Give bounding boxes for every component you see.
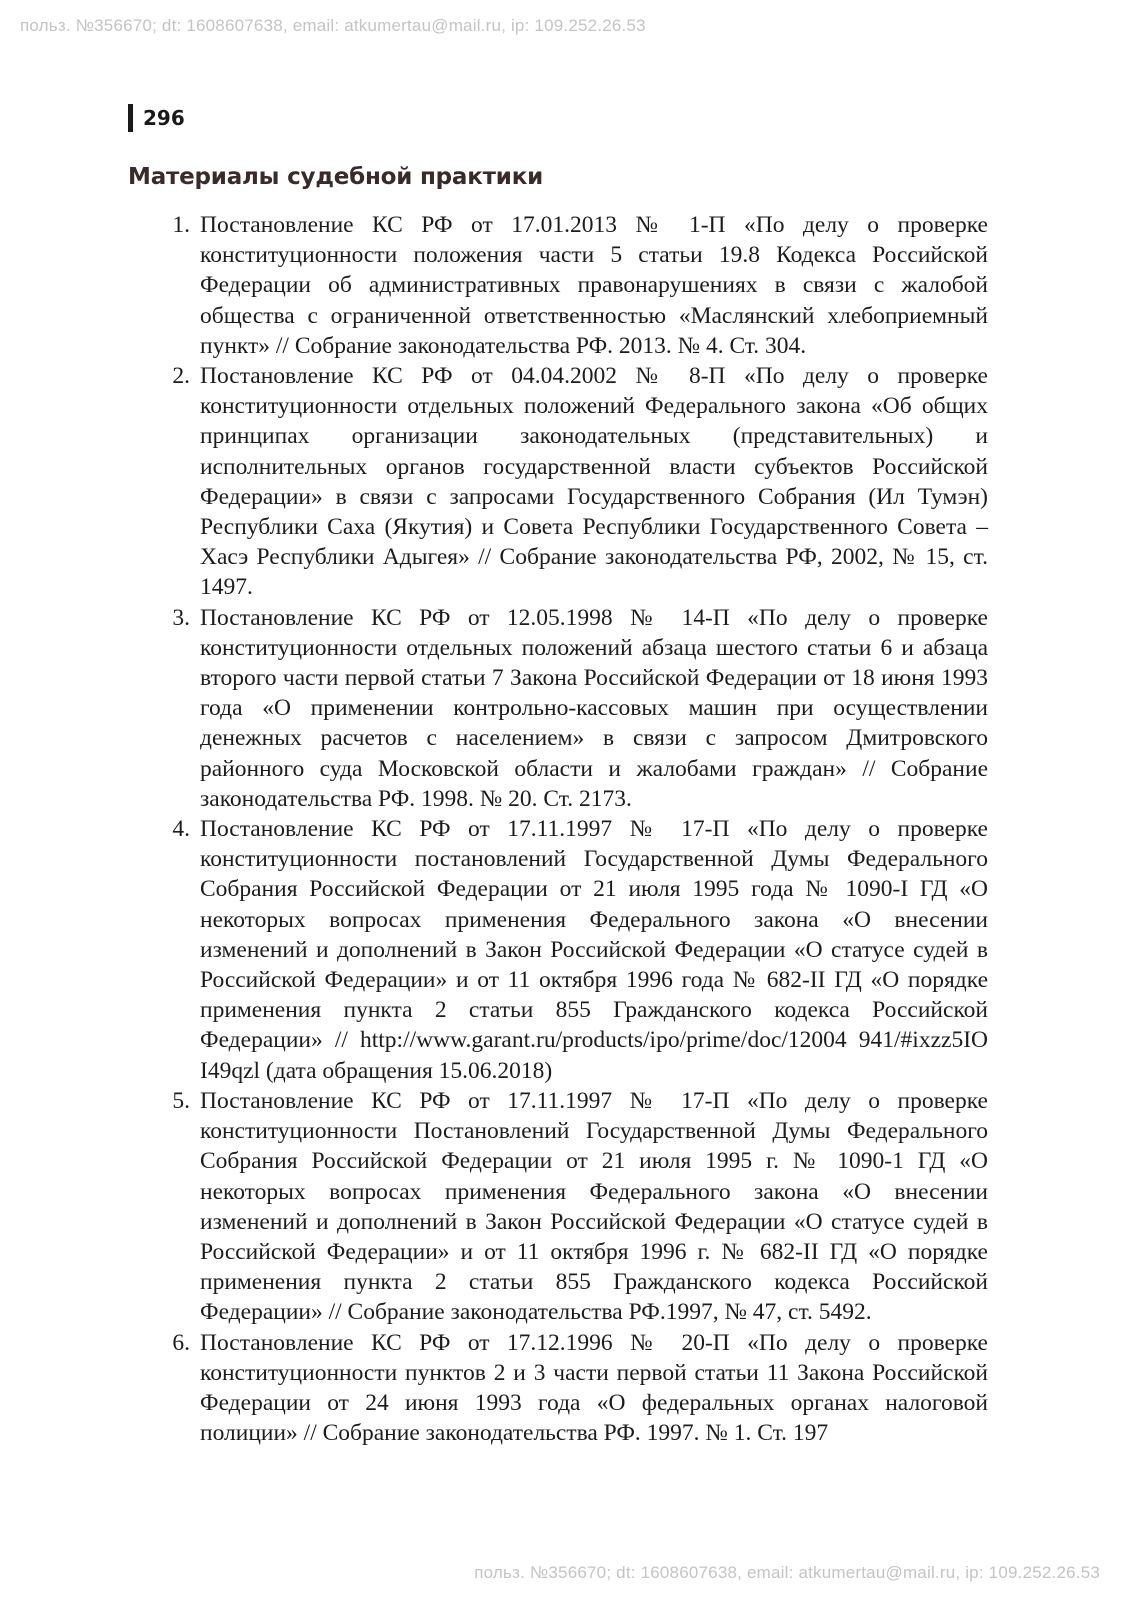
reference-number: 2. (172, 363, 190, 390)
reference-item (128, 814, 988, 1086)
page-number-bar (128, 104, 133, 132)
reference-number: 4. (172, 816, 190, 843)
reference-item (128, 210, 988, 361)
references-list (128, 210, 988, 1448)
page-number (128, 104, 185, 132)
page-number-text: 296 (143, 106, 185, 130)
reference-text: Постановление КС РФ от 12.05.1998 № 14-П «По делу о проверке конституционности отдельных положений абзаца шестого статьи 6 и абзаца второго части первой статьи 7 Закона Российской Федерации от 18 июня 1993 года «О применении контрольно-кассовых машин при осуществлении денежных расчетов с населением» в связи с запросом Дмитровского районного суда Московской области и жалобами граждан» // Собрание законодательства РФ. 1998. № 20. Ст. 2173. (200, 604, 988, 812)
reference-item (128, 1328, 988, 1449)
reference-item (128, 1086, 988, 1328)
reference-number: 3. (172, 604, 190, 631)
reference-number: 6. (172, 1329, 190, 1356)
reference-text: Постановление КС РФ от 17.01.2013 № 1-П «По делу о проверке конституционности положения части 5 статьи 19.8 Кодекса Российской Федерации об административных правонарушениях в связи с жалобой общества с ограниченной ответственностью «Маслянский хлебоприемный пункт» // Собрание законодательства РФ. 2013. № 4. Ст. 304. (200, 212, 988, 359)
reference-item (128, 603, 988, 814)
reference-text: Постановление КС РФ от 17.12.1996 № 20-П «По делу о проверке конституционности пунктов 2 и 3 части первой статьи 11 Закона Российской Федерации от 24 июня 1993 года «О федеральных органах налоговой полиции» // Собрание законодательства РФ. 1997. № 1. Ст. 197 (200, 1329, 988, 1447)
reference-number: 1. (172, 212, 190, 238)
watermark-bottom: польз. №356670; dt: 1608607638, email: atkumertau@mail.ru, ip: 109.252.26.53 (474, 1563, 1100, 1582)
reference-text: Постановление КС РФ от 17.11.1997 № 17-П «По делу о проверке конституционности Постановлений Государственной Думы Федерального Собрания Российской Федерации от 21 июля 1995 г. № 1090-1 ГД «О некоторых вопросах применения Федерального закона «О внесении изменений и дополнений в Закон Российской Федерации «О статусе судей в Российской Федерации» и от 11 октября 1996 г. № 682-II ГД «О порядке применения пункта 2 статьи 855 Гражданского кодекса Российской Федерации» // Собрание законодательства РФ.1997, № 47, ст. 5492. (200, 1087, 988, 1326)
reference-text: Постановление КС РФ от 04.04.2002 № 8-П «По делу о проверке конституционности отдельных положений Федерального закона «Об общих принципах организации законодательных (представительных) и исполнительных органов государственной власти субъектов Российской Федерации» в связи с запросами Государственного Собрания (Ил Тумэн) Республики Саха (Якутия) и Совета Республики Государственного Совета – Хасэ Республики Адыгея» // Собрание законодательства РФ, 2002, № 15, ст. 1497. (200, 363, 988, 601)
reference-text: Постановление КС РФ от 17.11.1997 № 17-П «По делу о проверке конституционности постановлений Государственной Думы Федерального Собрания Российской Федерации от 21 июля 1995 года № 1090-I ГД «О некоторых вопросах применения Федерального закона «О внесении изменений и дополнений в Закон Российской Федерации «О статусе судей в Российской Федерации» и от 11 октября 1996 года № 682-II ГД «О порядке применения пункта 2 статьи 855 Гражданского кодекса Российской Федерации» // http://www.garant.ru/products/ipo/prime/doc/12004 941/#ixzz5IO I49qzl (дата обращения 15.06.2018) (200, 816, 988, 1084)
watermark-top: польз. №356670; dt: 1608607638, email: atkumertau@mail.ru, ip: 109.252.26.53 (20, 16, 646, 35)
section-title: Материалы судебной практики (128, 164, 544, 190)
reference-number: 5. (172, 1087, 190, 1114)
reference-item (128, 361, 988, 603)
